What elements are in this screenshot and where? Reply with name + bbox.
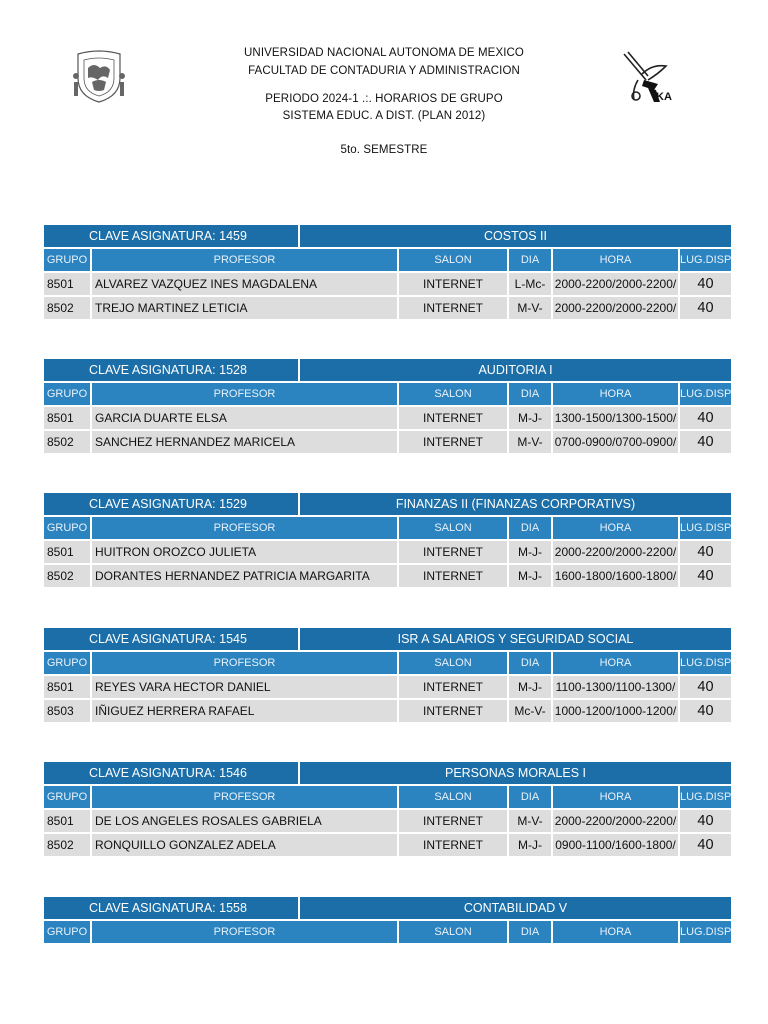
lugares-cell: 40: [680, 431, 731, 453]
col-profesor: PROFESOR: [92, 383, 397, 405]
col-profesor: PROFESOR: [92, 517, 397, 539]
dia-cell: M-V-: [509, 810, 551, 832]
lugares-cell: 40: [680, 834, 731, 856]
table-row: [44, 273, 731, 297]
profesor-cell: HUITRON OROZCO JULIETA: [92, 541, 397, 563]
course-caption: [44, 359, 731, 383]
grupo-cell: 8501: [44, 810, 90, 832]
course-table: [44, 493, 731, 589]
hora-cell: 0900-1100/1600-1800/: [553, 834, 678, 856]
semester-label: 5to. SEMESTRE: [340, 144, 428, 156]
col-hora: HORA: [553, 786, 678, 808]
course-key: CLAVE ASIGNATURA: 1528: [44, 359, 298, 381]
col-lugares: LUG.DISP: [680, 383, 731, 405]
hora-cell: 1100-1300/1100-1300/: [553, 676, 678, 698]
col-salon: SALON: [399, 249, 507, 271]
hora-cell: 2000-2200/2000-2200/: [553, 273, 678, 295]
lugares-cell: 40: [680, 700, 731, 722]
svg-text:KA: KA: [656, 91, 672, 103]
col-salon: SALON: [399, 517, 507, 539]
course-key: CLAVE ASIGNATURA: 1459: [44, 225, 298, 247]
university-name: UNIVERSIDAD NACIONAL AUTONOMA DE MEXICO: [244, 47, 524, 59]
grupo-cell: 8502: [44, 297, 90, 319]
col-hora: HORA: [553, 652, 678, 674]
course-caption: [44, 493, 731, 517]
table-header: [44, 249, 731, 273]
grupo-cell: 8501: [44, 541, 90, 563]
salon-cell: INTERNET: [399, 834, 507, 856]
dia-cell: M-J-: [509, 834, 551, 856]
table-header: [44, 786, 731, 810]
profesor-cell: REYES VARA HECTOR DANIEL: [92, 676, 397, 698]
dia-cell: Mc-V-: [509, 700, 551, 722]
salon-cell: INTERNET: [399, 565, 507, 587]
col-lugares: LUG.DISP: [680, 786, 731, 808]
course-name: FINANZAS II (FINANZAS CORPORATIVS): [300, 493, 731, 515]
col-profesor: PROFESOR: [92, 786, 397, 808]
profesor-cell: GARCIA DUARTE ELSA: [92, 407, 397, 429]
course-name: AUDITORIA I: [300, 359, 731, 381]
col-dia: DIA: [509, 921, 551, 943]
lugares-cell: 40: [680, 541, 731, 563]
profesor-cell: DE LOS ANGELES ROSALES GABRIELA: [92, 810, 397, 832]
salon-cell: INTERNET: [399, 700, 507, 722]
table-row: [44, 834, 731, 858]
col-salon: SALON: [399, 652, 507, 674]
hora-cell: 1300-1500/1300-1500/: [553, 407, 678, 429]
system-title: SISTEMA EDUC. A DIST. (PLAN 2012): [282, 110, 486, 122]
col-hora: HORA: [553, 921, 678, 943]
course-key: CLAVE ASIGNATURA: 1545: [44, 628, 298, 650]
table-header: [44, 652, 731, 676]
salon-cell: INTERNET: [399, 810, 507, 832]
course-table: [44, 628, 731, 724]
col-hora: HORA: [553, 249, 678, 271]
grupo-cell: 8502: [44, 834, 90, 856]
table-row: [44, 810, 731, 834]
period-title: PERIODO 2024-1 .:. HORARIOS DE GRUPO: [265, 93, 503, 105]
col-grupo: GRUPO: [44, 786, 90, 808]
table-row: [44, 700, 731, 724]
salon-cell: INTERNET: [399, 431, 507, 453]
col-dia: DIA: [509, 652, 551, 674]
hora-cell: 2000-2200/2000-2200/: [553, 810, 678, 832]
col-salon: SALON: [399, 383, 507, 405]
grupo-cell: 8503: [44, 700, 90, 722]
table-header: [44, 921, 731, 945]
col-profesor: PROFESOR: [92, 249, 397, 271]
salon-cell: INTERNET: [399, 541, 507, 563]
profesor-cell: ALVAREZ VAZQUEZ INES MAGDALENA: [92, 273, 397, 295]
col-lugares: LUG.DISP: [680, 517, 731, 539]
salon-cell: INTERNET: [399, 676, 507, 698]
course-key: CLAVE ASIGNATURA: 1529: [44, 493, 298, 515]
table-header: [44, 383, 731, 407]
hora-cell: 1000-1200/1000-1200/: [553, 700, 678, 722]
table-row: [44, 676, 731, 700]
course-name: ISR A SALARIOS Y SEGURIDAD SOCIAL: [300, 628, 731, 650]
course-table: [44, 762, 731, 858]
col-dia: DIA: [509, 517, 551, 539]
course-caption: [44, 762, 731, 786]
table-row: [44, 297, 731, 321]
dia-cell: M-J-: [509, 676, 551, 698]
grupo-cell: 8501: [44, 676, 90, 698]
lugares-cell: 40: [680, 297, 731, 319]
col-dia: DIA: [509, 249, 551, 271]
course-caption: [44, 225, 731, 249]
lugares-cell: 40: [680, 810, 731, 832]
dia-cell: M-J-: [509, 407, 551, 429]
salon-cell: INTERNET: [399, 297, 507, 319]
table-row: [44, 407, 731, 431]
col-grupo: GRUPO: [44, 249, 90, 271]
dia-cell: M-J-: [509, 541, 551, 563]
course-name: PERSONAS MORALES I: [300, 762, 731, 784]
col-grupo: GRUPO: [44, 921, 90, 943]
dia-cell: M-J-: [509, 565, 551, 587]
profesor-cell: TREJO MARTINEZ LETICIA: [92, 297, 397, 319]
course-caption: [44, 897, 731, 921]
course-name: CONTABILIDAD V: [300, 897, 731, 919]
hora-cell: 0700-0900/0700-0900/: [553, 431, 678, 453]
dia-cell: M-V-: [509, 297, 551, 319]
profesor-cell: DORANTES HERNANDEZ PATRICIA MARGARITA: [92, 565, 397, 587]
course-key: CLAVE ASIGNATURA: 1546: [44, 762, 298, 784]
course-table: [44, 897, 731, 945]
table-row: [44, 431, 731, 455]
table-row: [44, 565, 731, 589]
salon-cell: INTERNET: [399, 273, 507, 295]
lugares-cell: 40: [680, 565, 731, 587]
lugares-cell: 40: [680, 676, 731, 698]
profesor-cell: RONQUILLO GONZALEZ ADELA: [92, 834, 397, 856]
col-hora: HORA: [553, 383, 678, 405]
col-dia: DIA: [509, 383, 551, 405]
col-dia: DIA: [509, 786, 551, 808]
col-grupo: GRUPO: [44, 652, 90, 674]
col-salon: SALON: [399, 786, 507, 808]
grupo-cell: 8501: [44, 407, 90, 429]
course-name: COSTOS II: [300, 225, 731, 247]
col-lugares: LUG.DISP: [680, 921, 731, 943]
col-lugares: LUG.DISP: [680, 652, 731, 674]
hora-cell: 2000-2200/2000-2200/: [553, 297, 678, 319]
col-profesor: PROFESOR: [92, 921, 397, 943]
course-table: [44, 359, 731, 455]
grupo-cell: 8502: [44, 431, 90, 453]
grupo-cell: 8502: [44, 565, 90, 587]
hora-cell: 2000-2200/2000-2200/: [553, 541, 678, 563]
table-header: [44, 517, 731, 541]
table-row: [44, 541, 731, 565]
hora-cell: 1600-1800/1600-1800/: [553, 565, 678, 587]
col-hora: HORA: [553, 517, 678, 539]
course-table: [44, 225, 731, 321]
profesor-cell: SANCHEZ HERNANDEZ MARICELA: [92, 431, 397, 453]
course-caption: [44, 628, 731, 652]
lugares-cell: 40: [680, 407, 731, 429]
salon-cell: INTERNET: [399, 407, 507, 429]
profesor-cell: IÑIGUEZ HERRERA RAFAEL: [92, 700, 397, 722]
lugares-cell: 40: [680, 273, 731, 295]
document-header: [0, 0, 768, 180]
dia-cell: M-V-: [509, 431, 551, 453]
col-grupo: GRUPO: [44, 517, 90, 539]
faculty-name: FACULTAD DE CONTADURIA Y ADMINISTRACION: [248, 65, 520, 77]
col-profesor: PROFESOR: [92, 652, 397, 674]
col-grupo: GRUPO: [44, 383, 90, 405]
grupo-cell: 8501: [44, 273, 90, 295]
col-salon: SALON: [399, 921, 507, 943]
col-lugares: LUG.DISP: [680, 249, 731, 271]
dia-cell: L-Mc-: [509, 273, 551, 295]
course-key: CLAVE ASIGNATURA: 1558: [44, 897, 298, 919]
